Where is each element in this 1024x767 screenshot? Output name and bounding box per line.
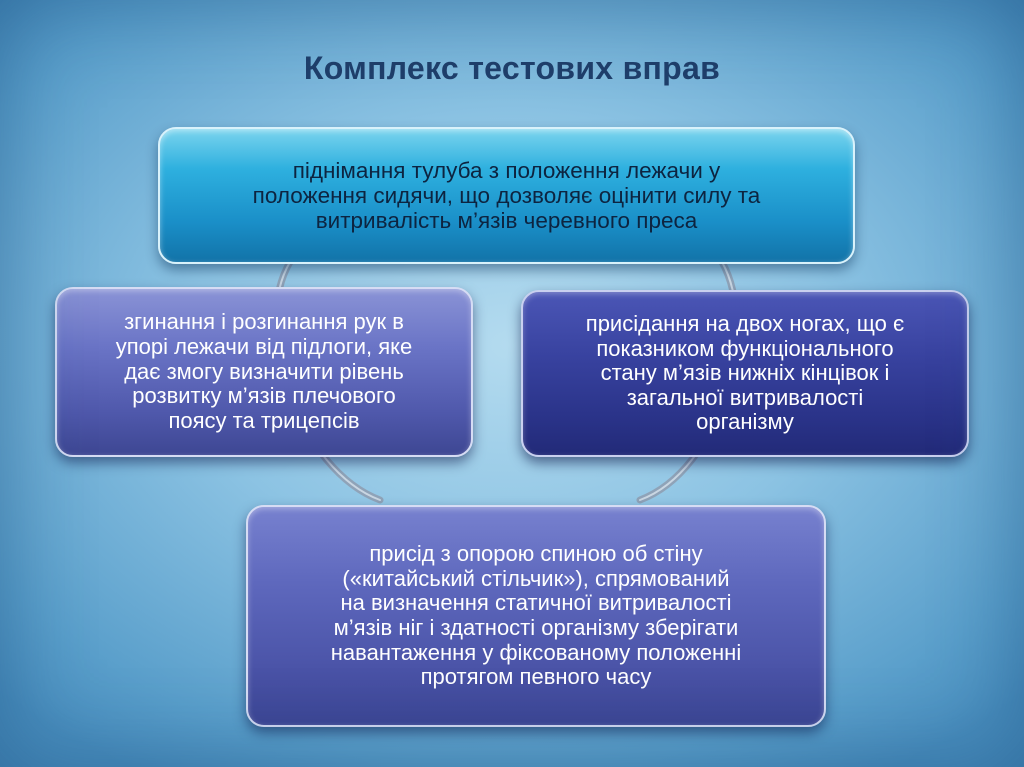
- node-left: [55, 287, 473, 457]
- node-bottom-line: присід з опорою спиною об стіну: [369, 541, 703, 567]
- node-right-line: присідання на двох ногах, що є: [585, 310, 905, 336]
- slide-title: Комплекс тестових вправ: [303, 50, 721, 86]
- node-top-line: витривалість м’язів черевного преса: [315, 208, 698, 234]
- node-left-line: поясу та трицепсів: [168, 407, 360, 433]
- node-bottom-line: («китайський стільчик»), спрямований: [342, 565, 730, 591]
- node-right-line: загальної витривалості: [626, 384, 864, 410]
- node-bottom-line: навантаження у фіксованому положенні: [330, 639, 742, 665]
- node-top-line: піднімання тулуба з положення лежачи у: [292, 157, 721, 183]
- node-bottom-line: м’язів ніг і здатності організму зберігати: [333, 615, 739, 640]
- node-top-line: положення сидячи, що дозволяє оцінити силу та: [252, 182, 761, 208]
- node-bottom-line: протягом певного часу: [420, 664, 652, 690]
- node-left-line: розвитку м’язів плечового: [132, 383, 396, 409]
- node-right: [521, 290, 969, 457]
- node-left-line: упорі лежачи від підлоги, яке: [115, 334, 413, 360]
- node-right-line: організму: [696, 409, 794, 435]
- node-right-line: стану м’язів нижніх кінцівок і: [600, 360, 890, 386]
- node-left-line: дає змогу визначити рівень: [124, 358, 404, 384]
- node-bottom: [246, 505, 826, 727]
- node-left-line: згинання і розгинання рук в: [124, 309, 404, 335]
- node-bottom-line: на визначення статичної витривалості: [340, 590, 732, 616]
- node-right-line: показником функціонального: [596, 335, 894, 361]
- node-top: [158, 127, 855, 264]
